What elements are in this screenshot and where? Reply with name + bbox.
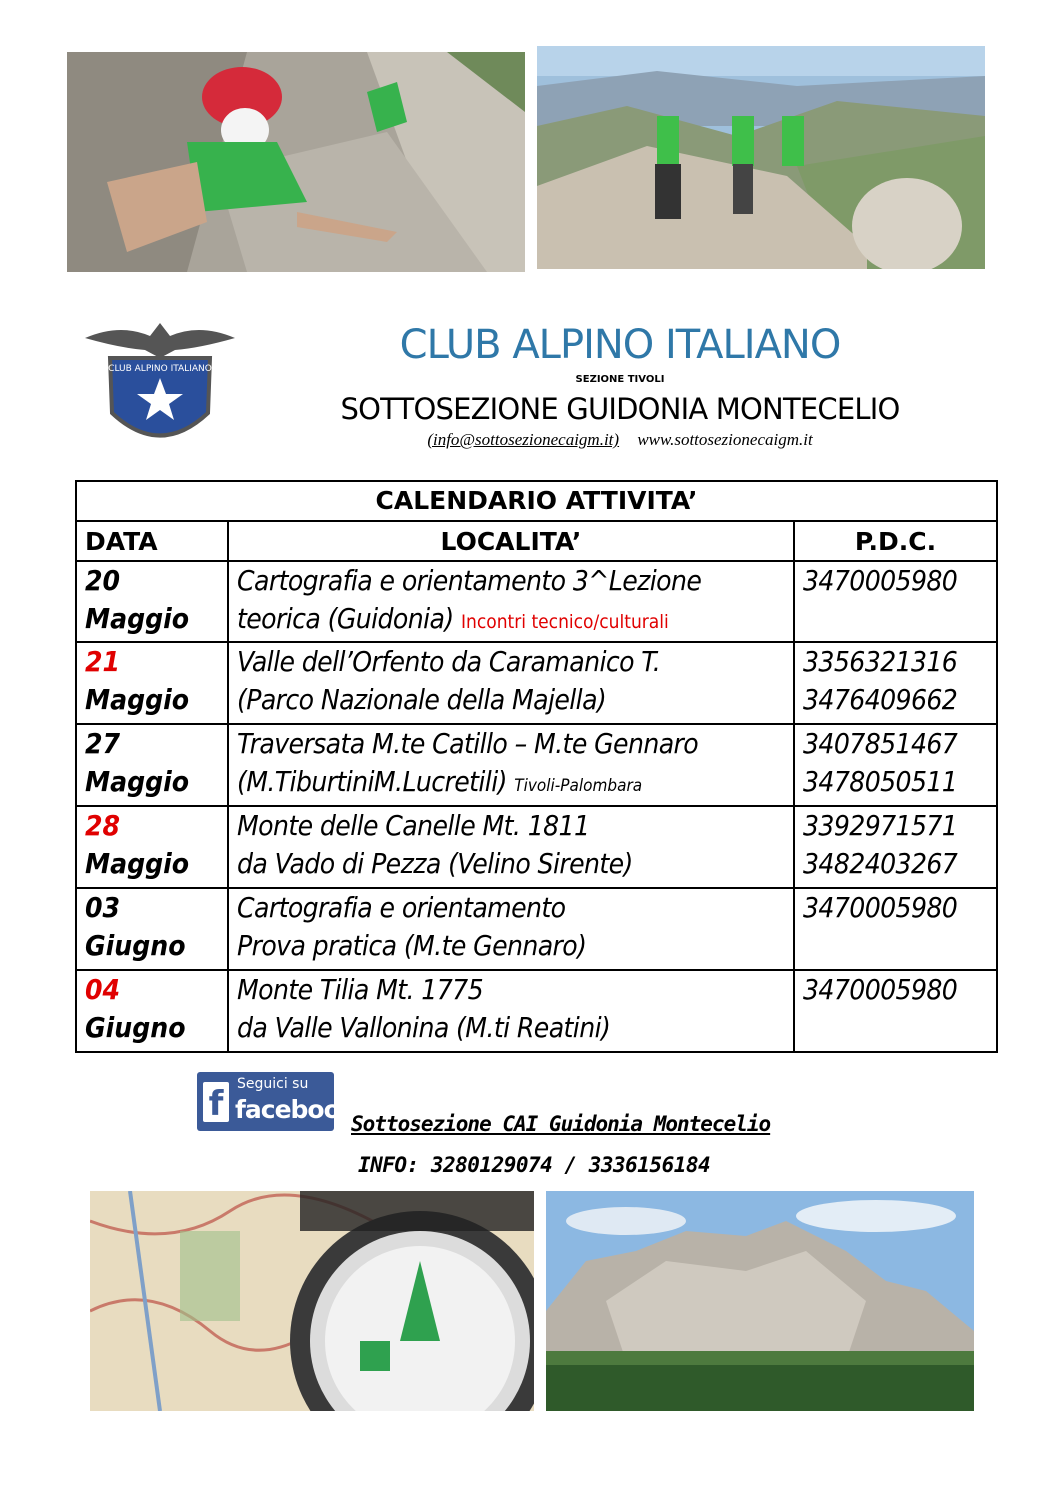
date-cell: [76, 642, 228, 724]
photo-dolomite-peaks: [546, 1191, 974, 1411]
localita-cell: [228, 724, 794, 806]
localita-line1: Cartografia e orientamento 3^Lezione: [237, 564, 702, 597]
sottosezione-title: SOTTOSEZIONE GUIDONIA MONTECELIO: [340, 392, 900, 426]
date-month: Giugno: [85, 929, 186, 962]
date-month: Giugno: [85, 1011, 186, 1044]
sezione-label: SEZIONE TIVOLI: [575, 374, 665, 385]
localita-cell: [228, 888, 794, 970]
col-header-data: DATA: [76, 521, 228, 561]
photo-map-compass: [90, 1191, 534, 1411]
date-month: Maggio: [85, 847, 190, 880]
email-link[interactable]: (info@sottosezionecaigm.it): [427, 430, 620, 449]
date-day: 28: [85, 809, 121, 842]
table-row: [76, 642, 997, 724]
localita-line2: (Parco Nazionale della Majella): [237, 683, 607, 716]
localita-line2: Prova pratica (M.te Gennaro): [237, 929, 587, 962]
date-cell: [76, 970, 228, 1052]
contacts-line: [250, 430, 990, 450]
localita-cell: [228, 970, 794, 1052]
pdc-phone1: 3392971571: [803, 809, 958, 842]
pdc-phone2: 3478050511: [803, 765, 958, 798]
col-header-localita: LOCALITA’: [228, 521, 794, 561]
localita-line1: Traversata M.te Catillo – M.te Gennaro: [237, 727, 699, 760]
localita-line1: Monte delle Canelle Mt. 1811: [237, 809, 590, 842]
website-link[interactable]: www.sottosezionecaigm.it: [637, 430, 813, 449]
facebook-badge-brand: facebook: [235, 1095, 356, 1124]
facebook-page-link[interactable]: Sottosezione CAI Guidonia Montecelio: [351, 1112, 771, 1136]
pdc-phone1: 3356321316: [803, 645, 958, 678]
localita-note: Tivoli-Palombara: [514, 776, 643, 796]
date-day: 20: [85, 564, 121, 597]
localita-cell: [228, 806, 794, 888]
pdc-cell: [794, 642, 997, 724]
facebook-badge-top: Seguici su: [237, 1076, 309, 1092]
date-day: 21: [85, 645, 121, 678]
photo-climber: [67, 52, 525, 272]
date-cell: [76, 888, 228, 970]
pdc-cell: [794, 888, 997, 970]
club-title: CLUB ALPINO ITALIANO: [399, 322, 841, 368]
date-day: 03: [85, 891, 121, 924]
table-row: [76, 724, 997, 806]
calendar-title: CALENDARIO ATTIVITA’: [76, 481, 997, 521]
table-row: [76, 561, 997, 642]
date-month: Maggio: [85, 602, 190, 635]
localita-note: Incontri tecnico/culturali: [460, 611, 669, 633]
cai-eagle-shield-icon: [80, 318, 240, 460]
facebook-f-icon: f: [203, 1082, 229, 1122]
date-day: 27: [85, 727, 121, 760]
date-cell: [76, 806, 228, 888]
date-day: 04: [85, 973, 121, 1006]
table-row: [76, 888, 997, 970]
pdc-phone1: 3470005980: [803, 891, 958, 924]
localita-line2: da Vado di Pezza (Velino Sirente): [237, 847, 633, 880]
date-month: Maggio: [85, 683, 190, 716]
pdc-phone1: 3470005980: [803, 564, 958, 597]
info-phones: INFO: 3280129074 / 3336156184: [358, 1153, 711, 1177]
logo-text: CLUB ALPINO ITALIANO: [108, 364, 212, 374]
date-cell: [76, 724, 228, 806]
pdc-cell: [794, 561, 997, 642]
localita-line1: Valle dell’Orfento da Caramanico T.: [237, 645, 661, 678]
date-month: Maggio: [85, 765, 190, 798]
pdc-phone2: 3482403267: [803, 847, 958, 880]
photo-summit: [537, 46, 985, 269]
pdc-phone1: 3407851467: [803, 727, 958, 760]
localita-cell: [228, 561, 794, 642]
localita-line2: (M.TiburtiniM.Lucretili): [237, 765, 507, 798]
table-row: [76, 970, 997, 1052]
pdc-cell: [794, 970, 997, 1052]
pdc-cell: [794, 806, 997, 888]
localita-line2: da Valle Vallonina (M.ti Reatini): [237, 1011, 611, 1044]
date-cell: [76, 561, 228, 642]
col-header-pdc: P.D.C.: [794, 521, 997, 561]
localita-cell: [228, 642, 794, 724]
pdc-phone2: 3476409662: [803, 683, 958, 716]
localita-line1: Monte Tilia Mt. 1775: [237, 973, 484, 1006]
localita-line2: teorica (Guidonia): [237, 602, 454, 635]
pdc-cell: [794, 724, 997, 806]
facebook-badge[interactable]: [197, 1072, 356, 1131]
calendar-table: [75, 480, 998, 1053]
localita-line1: Cartografia e orientamento: [237, 891, 566, 924]
table-row: [76, 806, 997, 888]
pdc-phone1: 3470005980: [803, 973, 958, 1006]
